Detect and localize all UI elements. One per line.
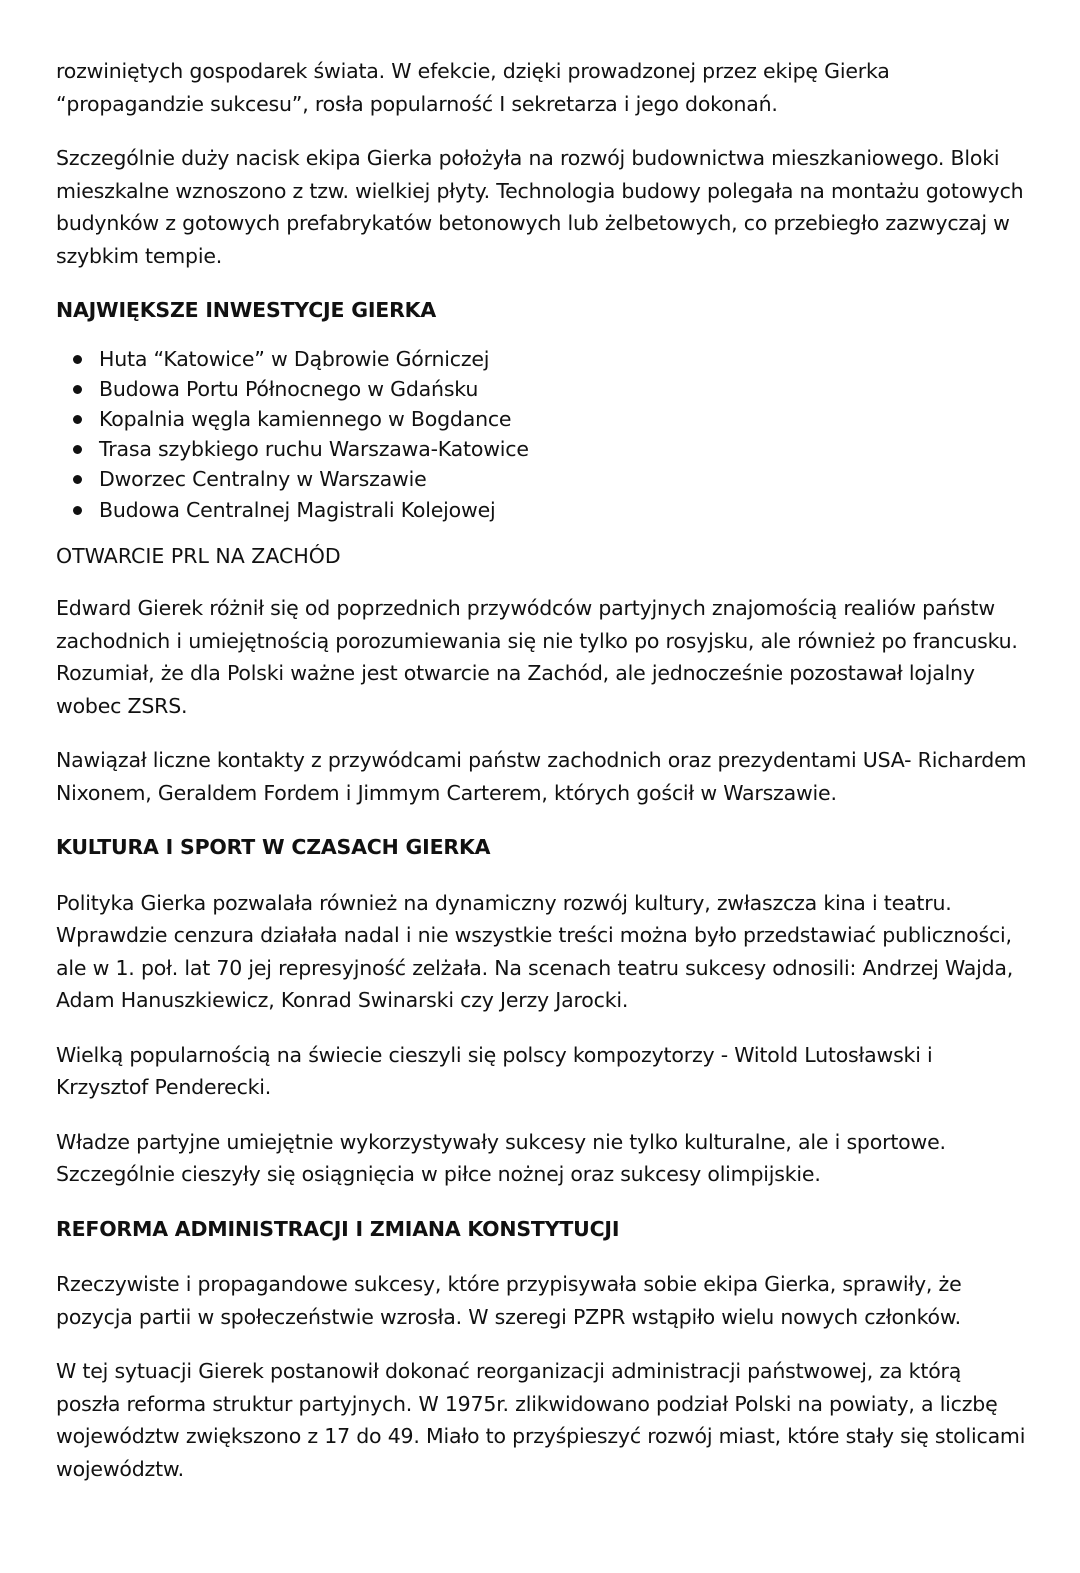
paragraph-gierek-west: Edward Gierek różnił się od poprzednich przywódców partyjnych znajomością realiów państw zachodnich i umiejętnością porozumiewania się nie tylko po rosyjsku, ale również po francusku. Rozumiał, że dla Polski ważne jest otwarcie na Zachód, ale jednocześnie pozostawał lojalny wobec ZSRS. xyxy=(56,596,1018,718)
bullet-icon xyxy=(73,506,82,515)
paragraph-propaganda: rozwiniętych gospodarek świata. W efekcie, dzięki prowadzonej przez ekipę Gierka “propagandzie sukcesu”, rosła popularność I sekretarza i jego dokonań. xyxy=(56,59,890,116)
list-item xyxy=(56,374,1031,404)
investments-list xyxy=(56,344,1031,525)
bullet-icon xyxy=(73,385,82,394)
bullet-icon xyxy=(73,445,82,454)
heading-culture-sport: KULTURA I SPORT W CZASACH GIERKA xyxy=(56,835,491,860)
list-item-text: Budowa Portu Północnego w Gdańsku xyxy=(99,376,479,401)
heading-reform: REFORMA ADMINISTRACJI I ZMIANA KONSTYTUCJI xyxy=(56,1216,620,1241)
list-item xyxy=(56,464,1031,494)
heading-opening-west: OTWARCIE PRL NA ZACHÓD xyxy=(56,543,341,568)
list-item-text: Budowa Centralnej Magistrali Kolejowej xyxy=(99,497,496,522)
paragraph-administration: W tej sytuacji Gierek postanowił dokonać reorganizacji administracji państwowej, za którą poszła reforma struktur partyjnych. W 1975r. zlikwidowano podział Polski na powiaty, a liczbę województw zwiększono z 17 do 49. Miało to przyśpieszyć rozwój miast, które stały się stolicami województw. xyxy=(56,1359,1026,1481)
list-item xyxy=(56,495,1031,525)
list-item-text: Kopalnia węgla kamiennego w Bogdance xyxy=(99,406,512,431)
list-item xyxy=(56,404,1031,434)
document-page xyxy=(56,55,1031,1507)
paragraph-culture: Polityka Gierka pozwalała również na dynamiczny rozwój kultury, zwłaszcza kina i teatru. Wprawdzie cenzura działała nadal i nie wszystkie treści można było przedstawiać publiczności, ale w 1. poł. lat 70 jej represyjność zelżała. Na scenach teatru sukcesy odnosili: Andrzej Wajda, Adam Hanuszkiewicz, Konrad Swinarski czy Jerzy Jarocki. xyxy=(56,890,1014,1013)
paragraph-sport: Władze partyjne umiejętnie wykorzystywały sukcesy nie tylko kulturalne, ale i sportowe. Szczególnie cieszyły się osiągnięcia w piłce nożnej oraz sukcesy olimpijskie. xyxy=(56,1129,946,1187)
bullet-icon xyxy=(73,355,82,364)
paragraph-contacts: Nawiązał liczne kontakty z przywódcami państw zachodnich oraz prezydentami USA- Richardem Nixonem, Geraldem Fordem i Jimmym Carterem, których gościł w Warszawie. xyxy=(56,748,1027,805)
bullet-icon xyxy=(73,415,82,424)
heading-investments: NAJWIĘKSZE INWESTYCJE GIERKA xyxy=(56,298,437,322)
list-item-text: Huta “Katowice” w Dąbrowie Górniczej xyxy=(99,346,490,371)
paragraph-party-position: Rzeczywiste i propagandowe sukcesy, które przypisywała sobie ekipa Gierka, sprawiły, że pozycja partii w społeczeństwie wzrosła. W szeregi PZPR wstąpiło wielu nowych członków. xyxy=(56,1272,962,1329)
list-item-text: Trasa szybkiego ruchu Warszawa-Katowice xyxy=(99,437,529,462)
list-item xyxy=(56,344,1031,374)
list-item xyxy=(56,434,1031,464)
list-item-text: Dworzec Centralny w Warszawie xyxy=(99,467,427,492)
paragraph-composers: Wielką popularnością na świecie cieszyli się polscy kompozytorzy - Witold Lutosławski i Krzysztof Penderecki. xyxy=(56,1042,933,1100)
paragraph-housing: Szczególnie duży nacisk ekipa Gierka położyła na rozwój budownictwa mieszkaniowego. Bloki mieszkalne wznoszono z tzw. wielkiej płyty. Technologia budowy polegała na montażu gotowych budynków z gotowych prefabrykatów betonowych lub żelbetowych, co przebiegło zazwyczaj w szybkim tempie. xyxy=(56,146,1024,268)
bullet-icon xyxy=(73,475,82,484)
